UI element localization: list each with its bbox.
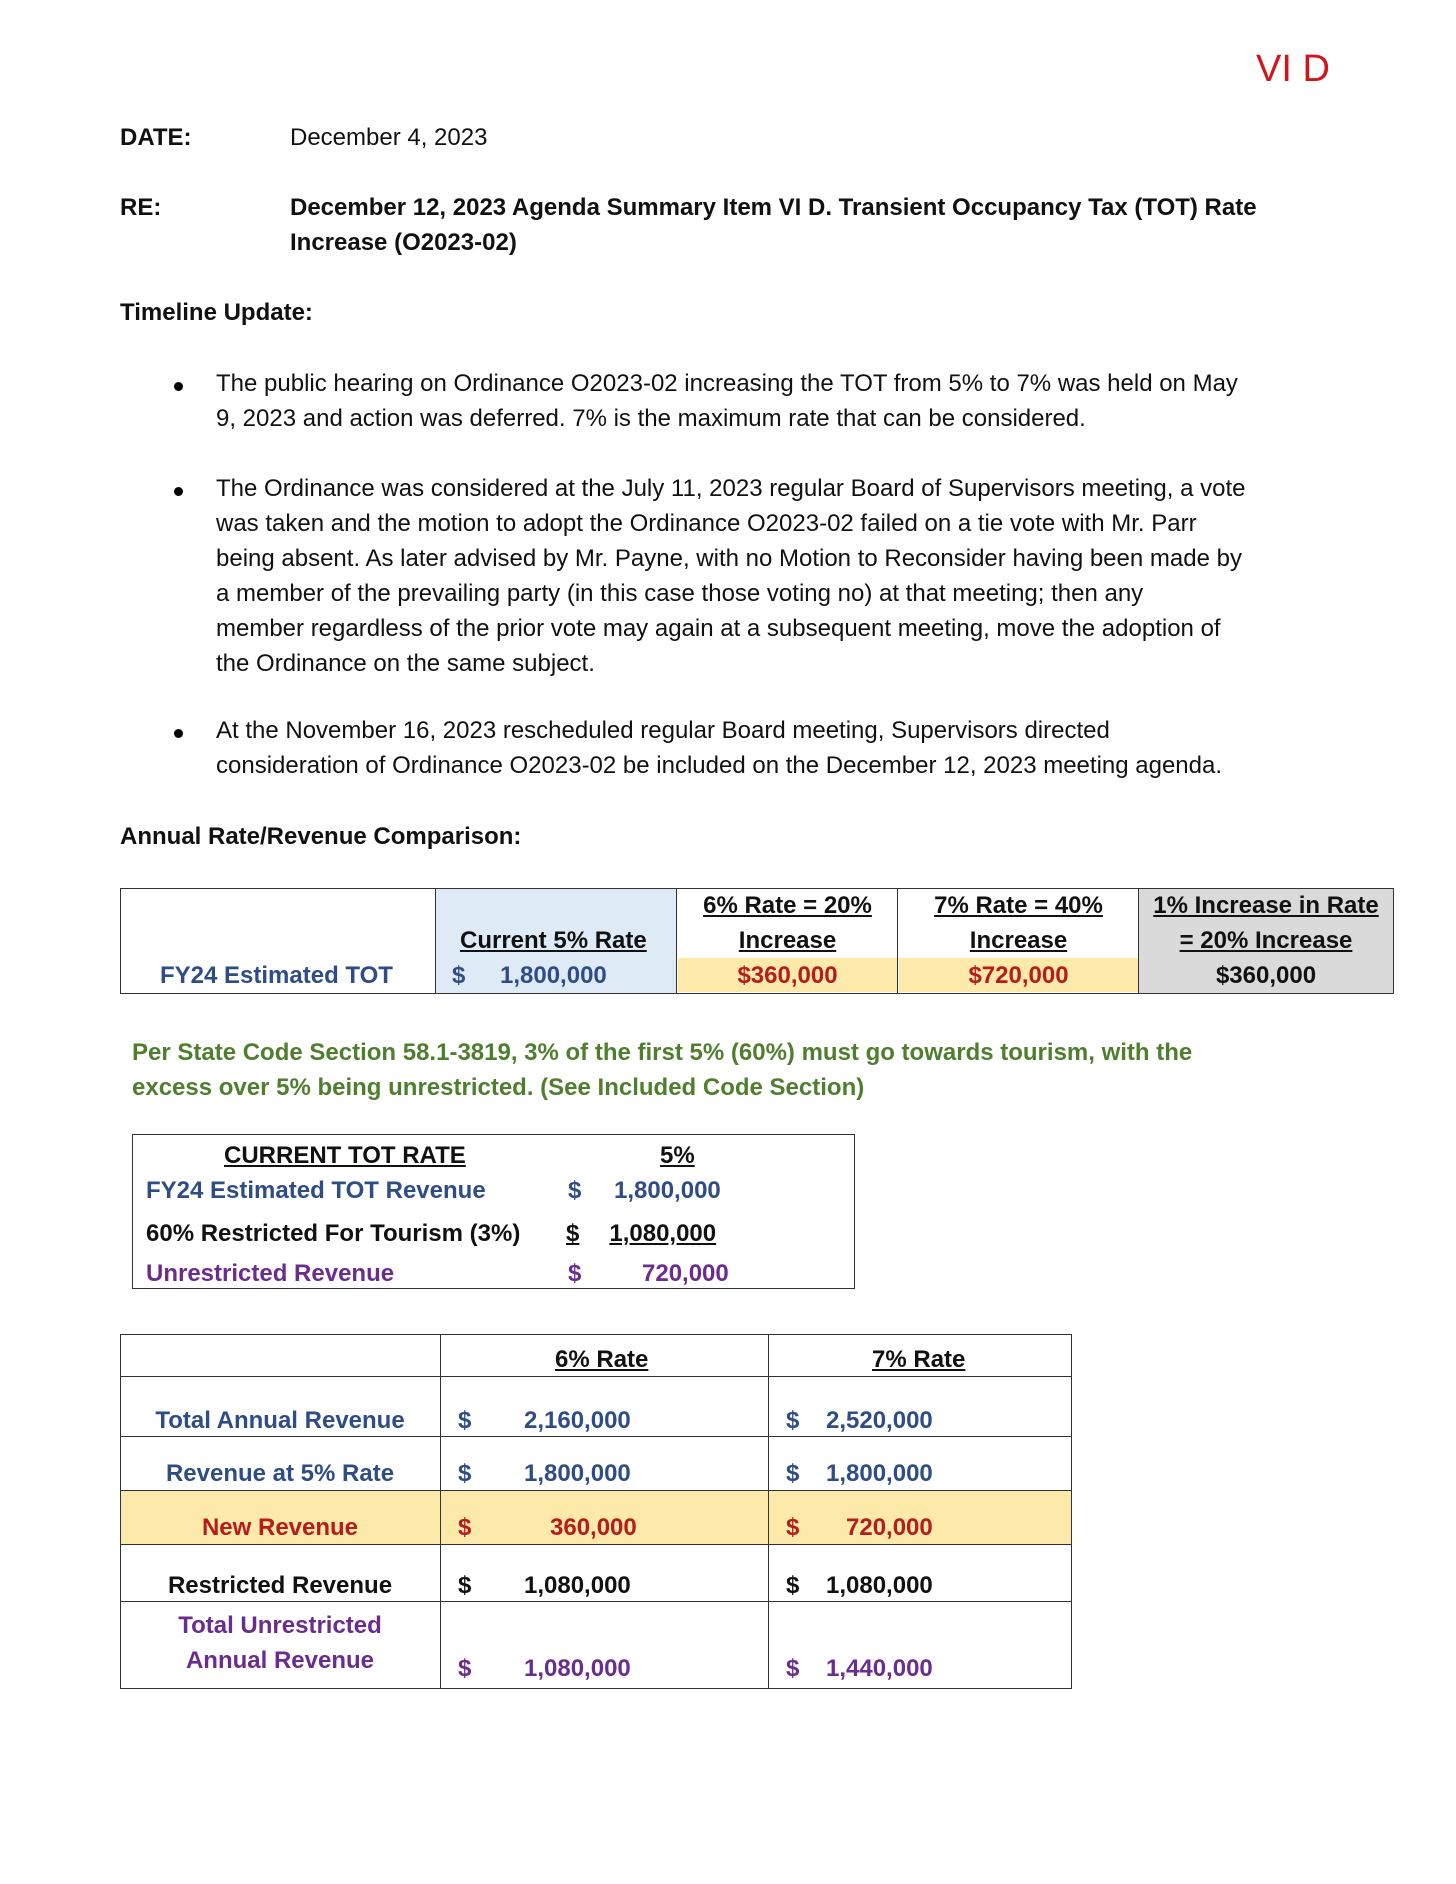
fy24-estimated-tot-label: FY24 Estimated TOT <box>160 962 393 989</box>
rate-row-dollar: $ <box>458 1460 472 1487</box>
six-rate-header-1: 6% Rate = 20% <box>703 892 872 919</box>
current-row-dollar: $ <box>566 1220 580 1247</box>
current-rate-header: Current 5% Rate <box>460 927 647 954</box>
rate-row-seven: 1,800,000 <box>826 1460 933 1487</box>
table-rule <box>120 1688 1072 1689</box>
current-tot-rate-value: 5% <box>660 1142 695 1169</box>
table-rule <box>120 1334 1072 1335</box>
re-subject-line-2: Increase (O2023-02) <box>290 229 517 256</box>
current-dollar-sign: $ <box>452 962 466 989</box>
rate-row-dollar: $ <box>458 1655 472 1682</box>
rate-row-dollar: $ <box>786 1460 800 1487</box>
table-rule <box>120 1544 1072 1545</box>
date-value: December 4, 2023 <box>290 124 488 151</box>
seven-rate-value: $720,000 <box>968 962 1069 989</box>
rate-row-dollar: $ <box>786 1655 800 1682</box>
current-row-value: 720,000 <box>642 1260 729 1287</box>
timeline-bullet-2 <box>216 471 1245 681</box>
table-rule <box>440 1334 441 1688</box>
table-rule <box>120 1601 1072 1602</box>
note-line: excess over 5% being unrestricted. (See Included Code Section) <box>132 1074 865 1101</box>
current-rate-value: 1,800,000 <box>500 962 607 989</box>
one-percent-value: $360,000 <box>1215 962 1317 989</box>
seven-rate-column-header: 7% Rate <box>872 1346 966 1373</box>
date-label: DATE: <box>120 124 192 151</box>
rate-row-label: Total Annual Revenue <box>155 1407 405 1434</box>
seven-rate-header-2: Increase <box>969 927 1068 954</box>
bullet-line: member regardless of the prior vote may again at a subsequent meeting, move the adoption of <box>216 615 1221 642</box>
six-rate-header-2: Increase <box>738 927 837 954</box>
rate-row-dollar: $ <box>458 1572 472 1599</box>
bullet-marker <box>174 382 183 391</box>
current-row-value: 1,800,000 <box>614 1177 721 1204</box>
page-code: VI D <box>1256 48 1330 90</box>
table-rule <box>768 1334 769 1688</box>
bullet-marker <box>174 729 183 738</box>
current-row-label: Unrestricted Revenue <box>146 1260 395 1287</box>
timeline-bullet-3 <box>216 713 1222 783</box>
re-label: RE: <box>120 194 162 221</box>
rate-row-label: Revenue at 5% Rate <box>165 1460 395 1487</box>
note-line: Per State Code Section 58.1-3819, 3% of the first 5% (60%) must go towards tourism, with the <box>132 1039 1193 1066</box>
rate-row-six: 1,800,000 <box>524 1460 631 1487</box>
six-rate-value: $360,000 <box>737 962 838 989</box>
bullet-line: consideration of Ordinance O2023-02 be included on the December 12, 2023 meeting agenda. <box>216 752 1223 779</box>
current-row-dollar: $ <box>568 1177 582 1204</box>
rate-row-label: Restricted Revenue <box>167 1572 393 1599</box>
current-row-dollar: $ <box>568 1260 582 1287</box>
rate-row-six: 1,080,000 <box>524 1572 631 1599</box>
rate-row-seven: 1,440,000 <box>826 1655 933 1682</box>
rate-row-seven: 1,080,000 <box>826 1572 933 1599</box>
table-rule <box>120 1436 1072 1437</box>
rate-row-six: 360,000 <box>550 1514 637 1541</box>
bullet-line: 9, 2023 and action was deferred. 7% is the maximum rate that can be considered. <box>216 405 1086 432</box>
bullet-line: was taken and the motion to adopt the Ordinance O2023-02 failed on a tie vote with Mr. Parr <box>216 510 1197 537</box>
seven-rate-header-1: 7% Rate = 40% <box>934 892 1103 919</box>
bullet-line: being absent. As later advised by Mr. Payne, with no Motion to Reconsider having been made by <box>216 545 1242 572</box>
rate-row-dollar: $ <box>786 1407 800 1434</box>
bullet-marker <box>174 487 183 496</box>
bullet-line: At the November 16, 2023 rescheduled regular Board meeting, Supervisors directed <box>216 717 1110 744</box>
current-row-label: 60% Restricted For Tourism (3%) <box>146 1220 521 1247</box>
timeline-bullet-1 <box>216 366 1238 436</box>
rate-row-six: 2,160,000 <box>524 1407 631 1434</box>
one-percent-header-2: = 20% Increase <box>1179 927 1353 954</box>
one-percent-header-1: 1% Increase in Rate <box>1153 892 1379 919</box>
current-tot-rate-title: CURRENT TOT RATE <box>224 1142 466 1169</box>
rate-row-label: Total Unrestricted <box>178 1612 382 1639</box>
table-rule <box>120 1376 1072 1377</box>
timeline-heading: Timeline Update: <box>120 299 313 326</box>
table-rule <box>120 1490 1072 1491</box>
bullet-line: a member of the prevailing party (in this case those voting no) at that meeting; then any <box>216 580 1144 607</box>
current-row-label: FY24 Estimated TOT Revenue <box>146 1177 486 1204</box>
six-rate-column-header: 6% Rate <box>555 1346 649 1373</box>
rate-row-dollar: $ <box>458 1514 472 1541</box>
current-row-value: 1,080,000 <box>609 1220 717 1247</box>
rate-row-dollar: $ <box>458 1407 472 1434</box>
current-row-restricted-amount <box>566 1220 736 1248</box>
rate-row-label: Annual Revenue <box>185 1647 375 1674</box>
bullet-line: the Ordinance on the same subject. <box>216 650 595 677</box>
rate-row-dollar: $ <box>786 1514 800 1541</box>
bullet-line: The public hearing on Ordinance O2023-02 increasing the TOT from 5% to 7% was held on May <box>216 370 1238 397</box>
table-rule <box>1071 1334 1072 1688</box>
state-code-note <box>132 1035 1192 1105</box>
rate-row-six: 1,080,000 <box>524 1655 631 1682</box>
rate-row-label: New Revenue <box>201 1514 359 1541</box>
rate-row-seven: 720,000 <box>846 1514 933 1541</box>
re-subject-line-1: December 12, 2023 Agenda Summary Item VI D. Transient Occupancy Tax (TOT) Rate <box>290 194 1257 221</box>
comparison-heading: Annual Rate/Revenue Comparison: <box>120 823 522 850</box>
rate-row-seven: 2,520,000 <box>826 1407 933 1434</box>
rate-row-dollar: $ <box>786 1572 800 1599</box>
bullet-line: The Ordinance was considered at the July 11, 2023 regular Board of Supervisors meeting, a vote <box>216 475 1246 502</box>
